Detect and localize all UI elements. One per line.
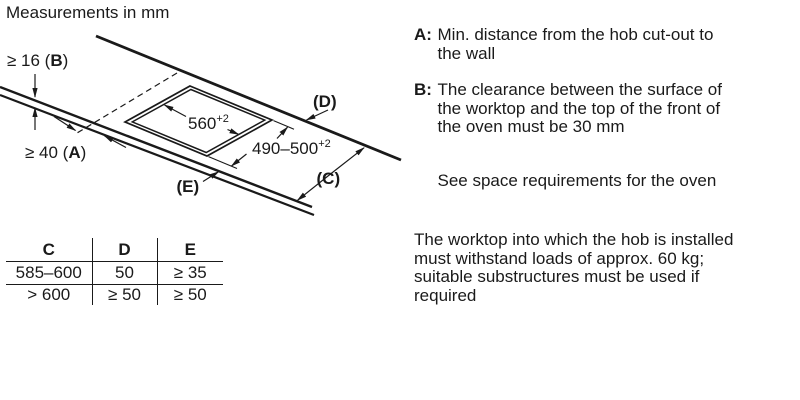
- table-row: [6, 285, 223, 306]
- cutout-depth-label: $490-500^{+2}$: [252, 138, 331, 158]
- hob-installation-diagram: [0, 0, 410, 232]
- note-a-label: A:: [414, 25, 432, 44]
- note-worktop-load: [414, 231, 786, 305]
- cell-c1: 585–600: [6, 262, 92, 285]
- note-line: must withstand loads of approx. 60 kg;: [414, 248, 705, 268]
- note-line: the wall: [437, 43, 496, 63]
- table-header-row: [6, 238, 223, 262]
- note-b: [414, 81, 786, 137]
- note-line: The worktop into which the hob is installed: [414, 230, 734, 249]
- col-header-e: E: [157, 238, 223, 262]
- cell-e1: ≥ 35: [157, 262, 223, 285]
- width-dim-arrow-right: [228, 130, 239, 135]
- cutout-width-label: $560^{+2}$: [188, 113, 229, 133]
- depth-extension-line-right: [274, 121, 295, 130]
- dimension-table: [6, 238, 223, 305]
- note-line: suitable substructures must be used if: [414, 267, 700, 287]
- note-line: The clearance between the surface of: [437, 80, 722, 99]
- cell-c2: > 600: [27, 285, 71, 304]
- note-space-requirements: [414, 172, 786, 191]
- depth-dim-arrow-lower: [232, 154, 247, 166]
- note-line: the worktop and the top of the front of: [437, 98, 721, 118]
- note-a: [414, 26, 786, 63]
- note-line: Min. distance from the hob cut-out to: [437, 25, 714, 44]
- note-line: required: [414, 285, 477, 305]
- note-line: the oven must be 30 mm: [437, 117, 625, 137]
- depth-extension-line-bottom: [209, 157, 238, 169]
- label-d: (D): [313, 92, 337, 111]
- label-d-arrow: [307, 110, 329, 120]
- note-b-label: B:: [414, 80, 432, 99]
- page-title: Measurements in mm: [6, 3, 170, 22]
- cell-d2: ≥ 50: [92, 285, 157, 306]
- cell-e2: ≥ 50: [157, 285, 223, 306]
- col-header-d: D: [92, 238, 157, 262]
- wall-distance-label: ≥ 40 (A): [25, 143, 87, 162]
- col-header-c: C: [6, 238, 92, 262]
- label-c: (C): [316, 169, 341, 188]
- note-line: See space requirements for the oven: [437, 171, 717, 190]
- width-dim-arrow-left: [165, 105, 187, 117]
- label-e: (E): [176, 177, 200, 196]
- side-wall-dashed-line: [77, 73, 177, 133]
- table-row: [6, 262, 223, 285]
- cell-d1: 50: [92, 262, 157, 285]
- worktop-thickness-label: ≥ 16 (B): [7, 51, 69, 70]
- depth-dim-arrow-upper: [277, 127, 288, 138]
